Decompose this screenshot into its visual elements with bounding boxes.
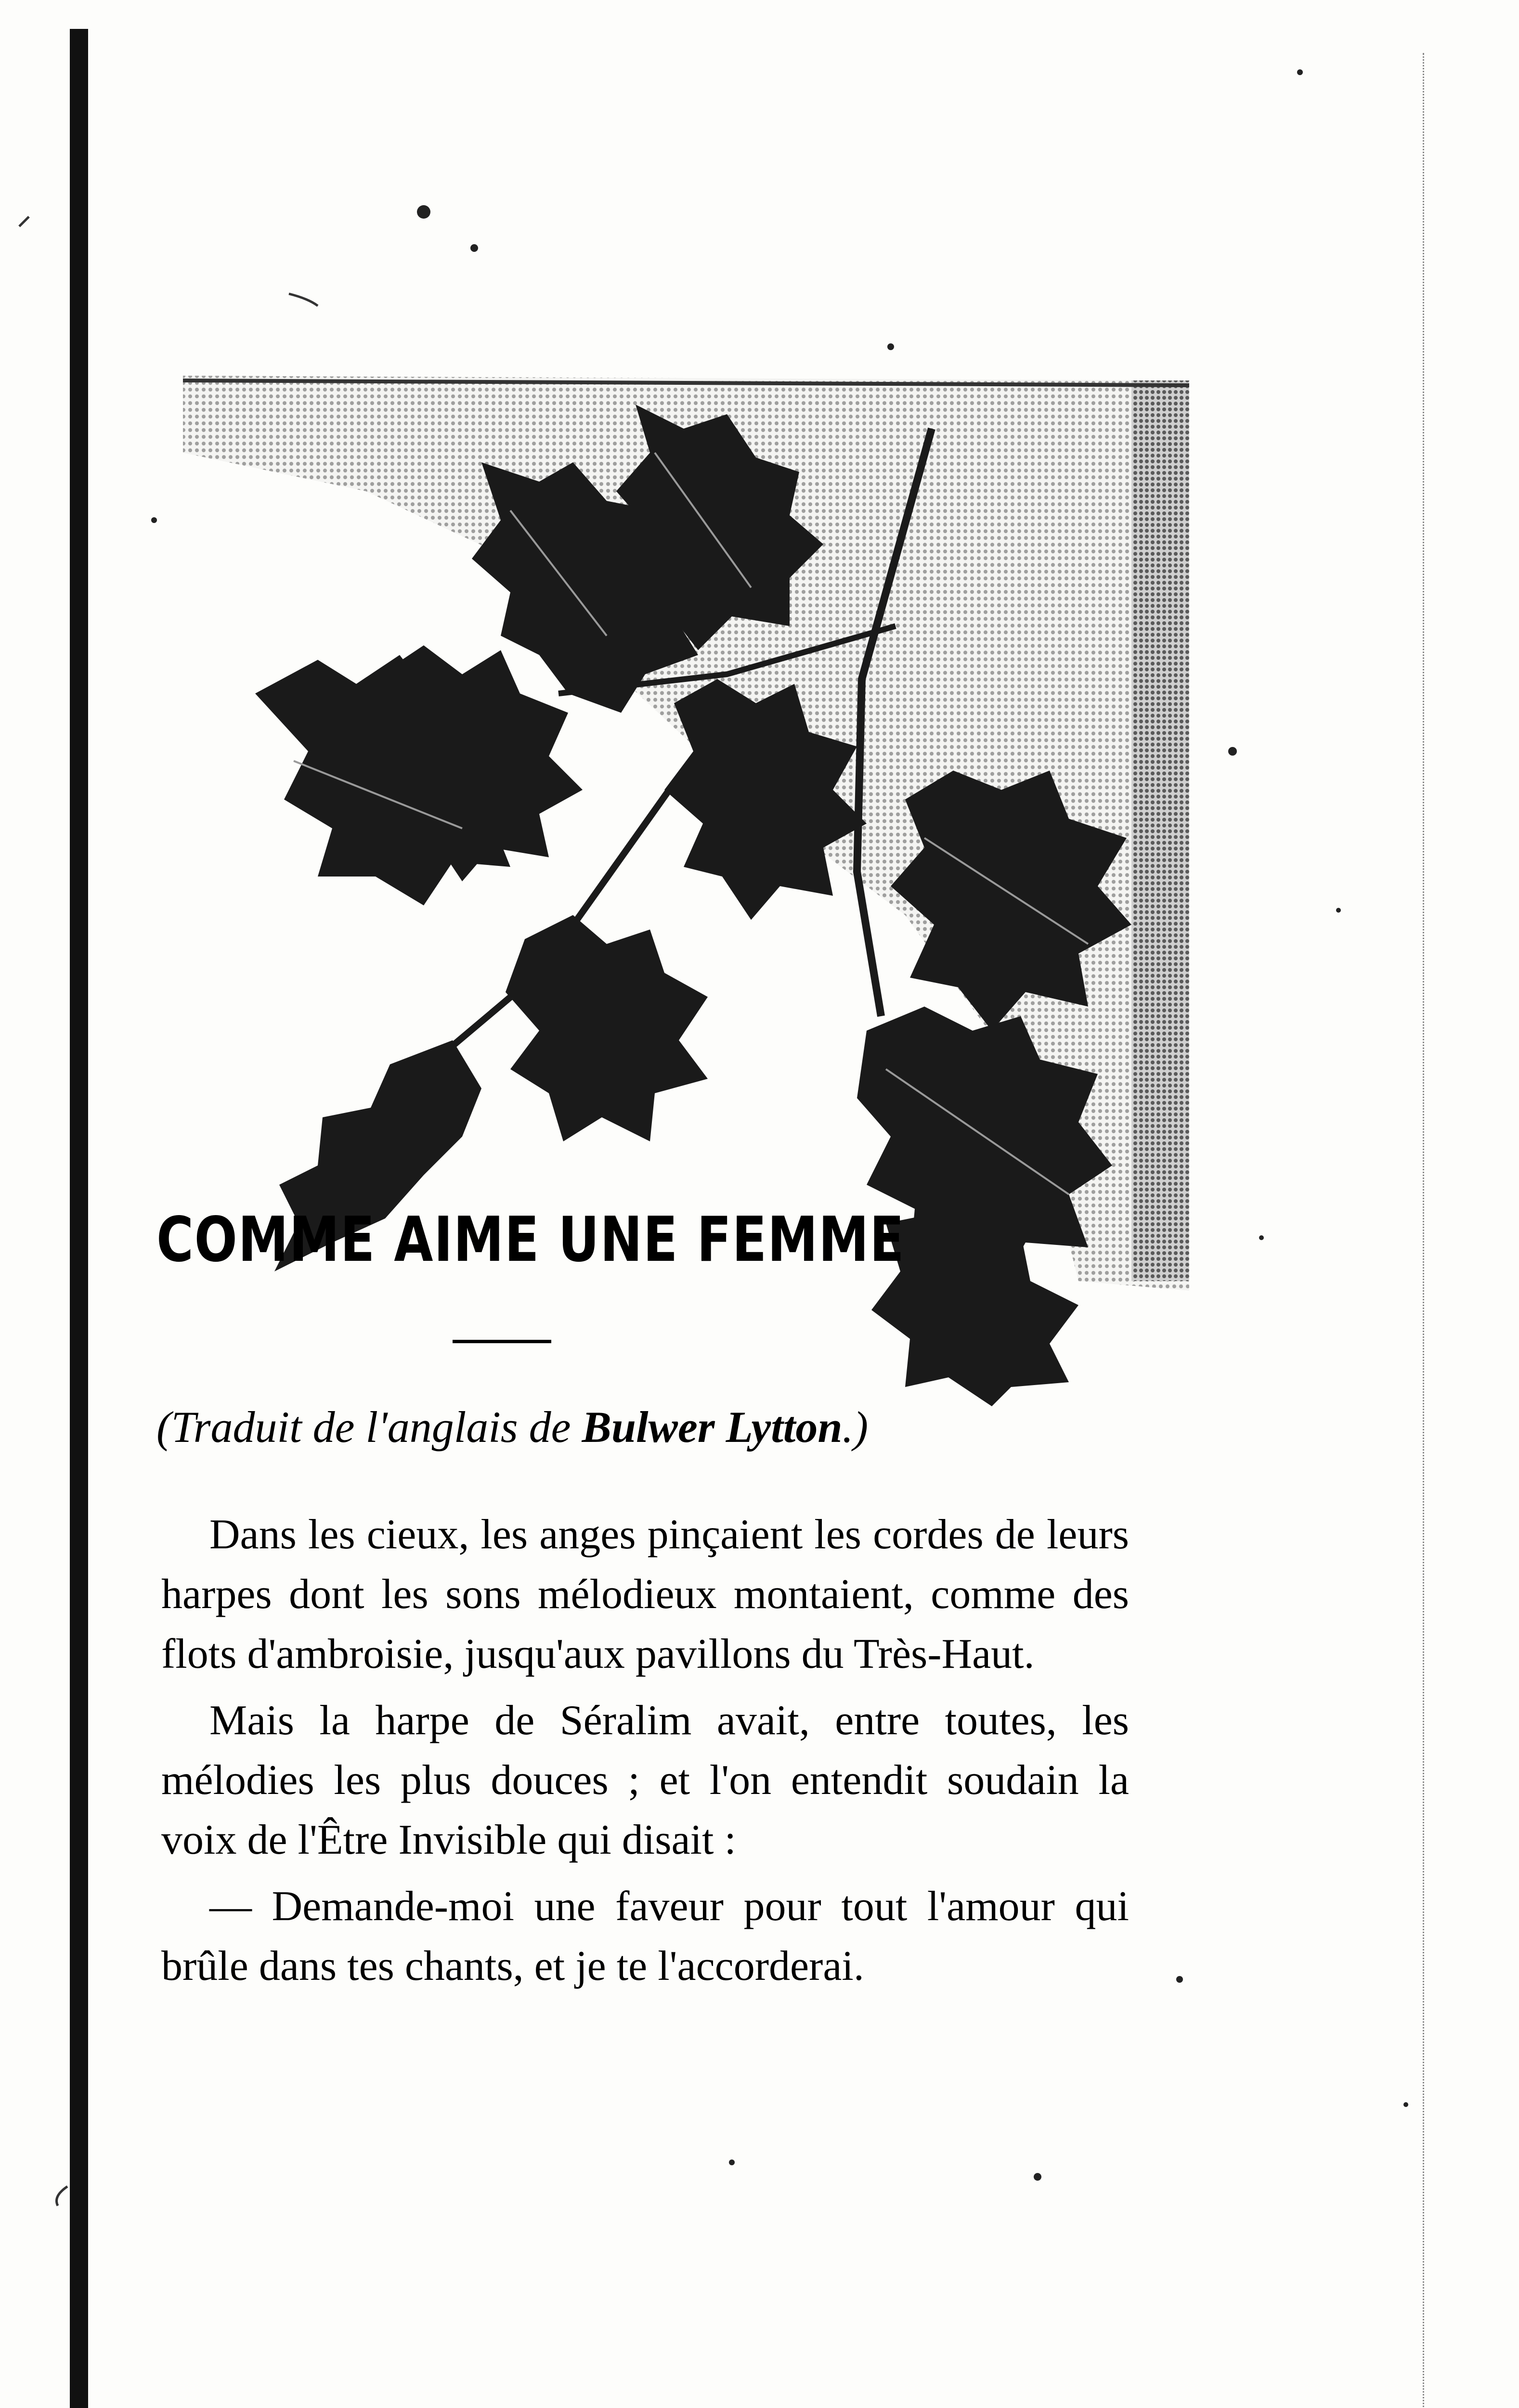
binding-edge bbox=[70, 29, 88, 2408]
subtitle-suffix: .) bbox=[842, 1402, 869, 1452]
page-edge bbox=[1423, 53, 1425, 2408]
title-divider bbox=[453, 1340, 551, 1343]
article-subtitle bbox=[156, 1401, 868, 1453]
article-body bbox=[161, 1505, 1129, 2003]
paragraph: Mais la harpe de Séralim avait, entre toutes, les mélodies les plus douces ; et l'on entendit soudain la voix de l'Être Invisible qui disait : bbox=[161, 1697, 1129, 1863]
article-title: COMME AIME UNE FEMME bbox=[156, 1204, 905, 1276]
paragraph: Dans les cieux, les anges pinçaient les cordes de leurs harpes dont les sons mélodieux montaient, comme des flots d'ambroisie, jusqu'aux pavillons du Très-Haut. bbox=[161, 1511, 1129, 1677]
subtitle-prefix: (Traduit de l'anglais de bbox=[156, 1402, 582, 1452]
subtitle-author: Bulwer Lytton bbox=[582, 1402, 843, 1452]
paragraph: — Demande-moi une faveur pour tout l'amour qui brûle dans tes chants, et je te l'accorderai. bbox=[161, 1883, 1129, 1989]
